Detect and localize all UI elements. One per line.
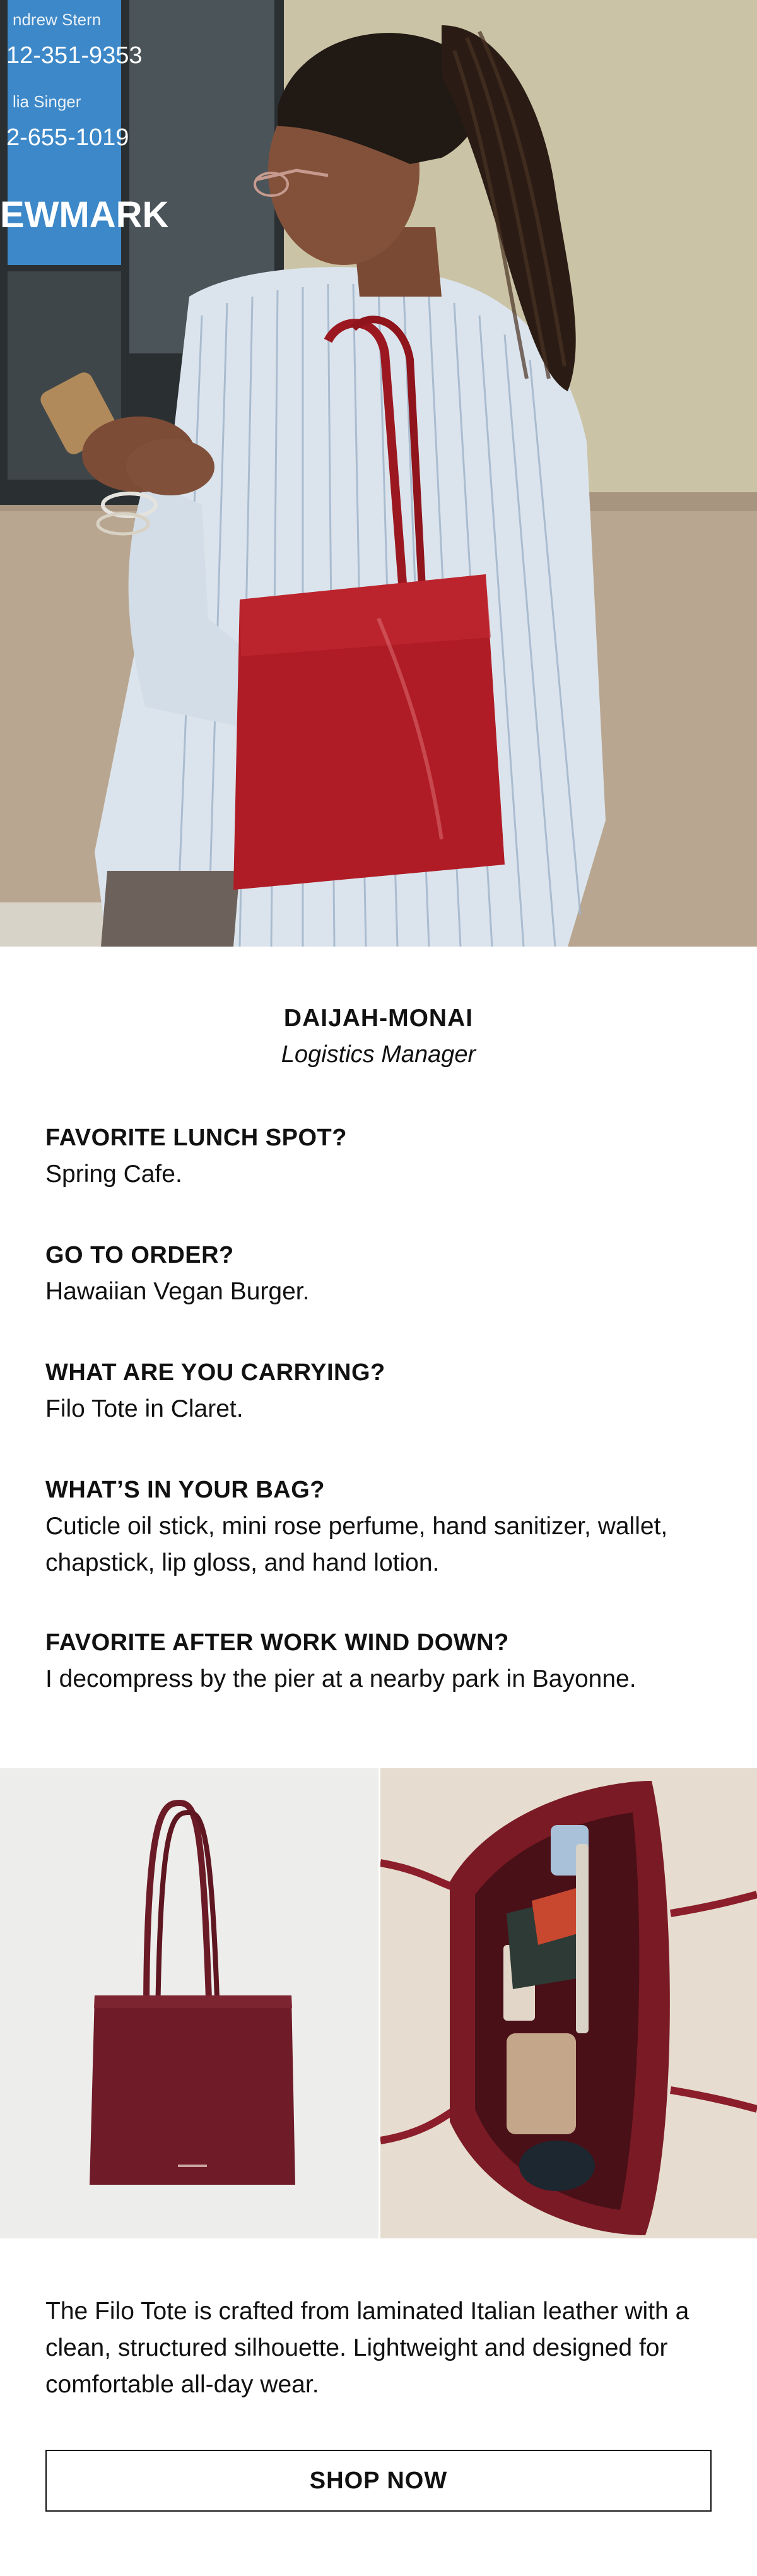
shop-now-button[interactable]: SHOP NOW (45, 2450, 712, 2512)
profile-role: Logistics Manager (281, 1041, 476, 1068)
profile-name: DAIJAH-MONAI (283, 1005, 474, 1032)
sign-text: ndrew Stern (13, 10, 102, 29)
sign-text: lia Singer (13, 92, 81, 111)
hero-photo (0, 0, 757, 947)
qa-question: WHAT’S IN YOUR BAG? (45, 1477, 325, 1503)
qa-answer: Hawaiian Vegan Burger. (45, 1278, 310, 1305)
qa-question: GO TO ORDER? (45, 1242, 234, 1268)
sign-text: 12-351-9353 (6, 42, 143, 69)
product-image-contents[interactable] (380, 1768, 757, 2238)
qa-answer: I decompress by the pier at a nearby park in Bayonne. (45, 1665, 637, 1693)
qa-item (45, 1624, 712, 1698)
qa-item (45, 1120, 712, 1193)
qa-question: WHAT ARE YOU CARRYING? (45, 1359, 385, 1386)
qa-answer: Cuticle oil stick, mini rose perfume, hand sanitizer, wallet, chapstick, lip gloss, and hand lotion. (45, 1513, 668, 1576)
product-image-tote[interactable] (0, 1768, 378, 2238)
product-description: The Filo Tote is crafted from laminated Italian leather with a clean, structured silhouette. Lightweight and designed for comfortable all-day wear. (45, 2298, 690, 2398)
qa-answer: Filo Tote in Claret. (45, 1395, 244, 1422)
qa-item (45, 1354, 712, 1427)
qa-item (45, 1237, 712, 1310)
qa-question: FAVORITE LUNCH SPOT? (45, 1125, 347, 1151)
product-gallery (0, 1768, 757, 2238)
qa-question: FAVORITE AFTER WORK WIND DOWN? (45, 1629, 509, 1656)
sign-text: 2-655-1019 (6, 124, 129, 151)
qa-item (45, 1472, 712, 1581)
sign-text: EWMARK (0, 194, 169, 235)
qa-answer: Spring Cafe. (45, 1161, 182, 1188)
